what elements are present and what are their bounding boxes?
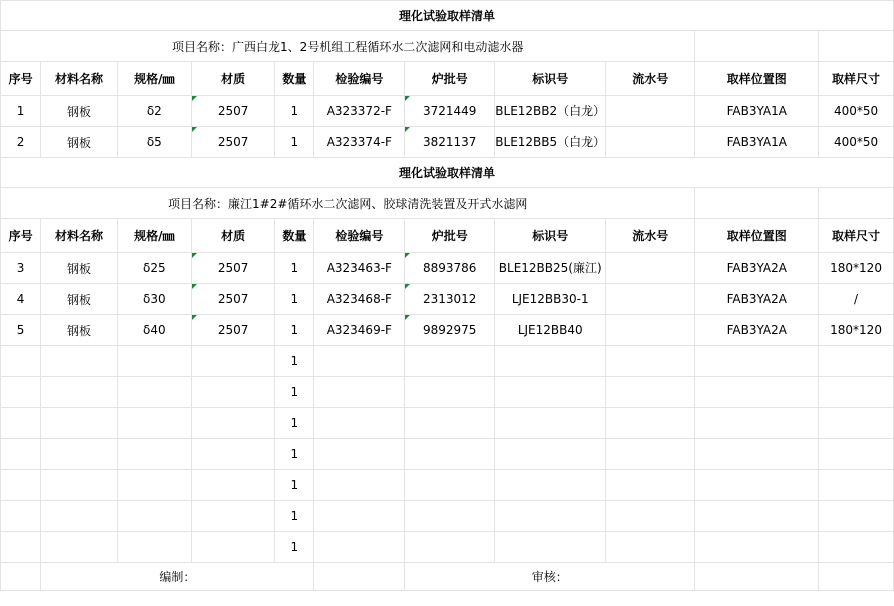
cell-inspection-no[interactable]: A323468-F [314,284,405,315]
cell-spec[interactable] [117,346,191,377]
col-header-material-name[interactable]: 材料名称 [41,219,118,253]
cell-spec[interactable] [117,501,191,532]
cell-heat-no[interactable] [405,501,495,532]
cell-size[interactable]: 400*50 [819,127,894,158]
cell-material-name[interactable] [41,439,118,470]
cell-location[interactable] [695,470,819,501]
cell-material-name[interactable] [41,501,118,532]
table-row [1,315,894,346]
cell-no[interactable]: 4 [1,284,41,315]
empty-cell[interactable] [314,563,405,591]
cell-material[interactable]: 2507 [191,284,274,315]
cell-no[interactable] [1,470,41,501]
cell-mark[interactable] [495,532,606,563]
cell-size[interactable] [819,439,894,470]
cell-serial[interactable] [606,315,695,346]
cell-serial[interactable] [606,127,695,158]
cell-material-name[interactable]: 钢板 [41,253,118,284]
cell-mark[interactable]: LJE12BB40 [495,315,606,346]
cell-mark[interactable]: LJE12BB30-1 [495,284,606,315]
cell-spec[interactable] [117,408,191,439]
cell-mark[interactable] [495,408,606,439]
table-row [1,470,894,501]
cell-material[interactable] [191,346,274,377]
col-header-material-name[interactable]: 材料名称 [41,62,118,96]
cell-no[interactable]: 5 [1,315,41,346]
cell-spec[interactable]: δ30 [117,284,191,315]
cell-material[interactable] [191,377,274,408]
col-header-no[interactable]: 序号 [1,219,41,253]
cell-mark[interactable] [495,346,606,377]
empty-cell[interactable] [1,563,41,591]
empty-cell[interactable] [819,188,894,219]
col-header-heat-no[interactable]: 炉批号 [405,219,495,253]
cell-no[interactable] [1,439,41,470]
col-header-size[interactable]: 取样尺寸 [819,62,894,96]
cell-mark[interactable]: BLE12BB5（白龙） [495,127,606,158]
cell-material[interactable]: 2507 [191,96,274,127]
cell-location[interactable] [695,377,819,408]
cell-serial[interactable] [606,346,695,377]
empty-cell[interactable] [695,188,819,219]
cell-location[interactable]: FAB3YA2A [695,315,819,346]
cell-serial[interactable] [606,532,695,563]
table-row [1,346,894,377]
cell-inspection-no[interactable] [314,439,405,470]
project-name[interactable]: 项目名称：廉江1#2#循环水二次滤网、胶球清洗装置及开式水滤网 [1,188,695,219]
header-row [1,62,894,96]
cell-material-name[interactable]: 钢板 [41,284,118,315]
cell-material[interactable] [191,470,274,501]
cell-inspection-no[interactable] [314,408,405,439]
cell-heat-no[interactable] [405,408,495,439]
cell-no[interactable] [1,532,41,563]
cell-serial[interactable] [606,501,695,532]
col-header-spec[interactable]: 规格/㎜ [117,62,191,96]
col-header-material[interactable]: 材质 [191,219,274,253]
table-row [1,408,894,439]
cell-spec[interactable] [117,532,191,563]
cell-spec[interactable]: δ40 [117,315,191,346]
cell-serial[interactable] [606,96,695,127]
cell-heat-no[interactable] [405,439,495,470]
cell-heat-no[interactable]: 3721449 [405,96,495,127]
table-row [1,532,894,563]
sheet-title-2: 理化试验取样清单 [1,158,894,188]
cell-inspection-no[interactable] [314,346,405,377]
cell-material[interactable]: 2507 [191,315,274,346]
table-row [1,377,894,408]
cell-inspection-no[interactable]: A323374-F [314,127,405,158]
cell-material[interactable] [191,439,274,470]
cell-location[interactable] [695,346,819,377]
cell-inspection-no[interactable] [314,377,405,408]
table-row [1,439,894,470]
col-header-spec[interactable]: 规格/㎜ [117,219,191,253]
cell-location[interactable]: FAB3YA2A [695,253,819,284]
header-row [1,219,894,253]
cell-heat-no[interactable]: 9892975 [405,315,495,346]
project-name[interactable]: 项目名称：广西白龙1、2号机组工程循环水二次滤网和电动滤水器 [1,31,695,62]
cell-mark[interactable] [495,377,606,408]
empty-cell[interactable] [695,31,819,62]
prepared-by-label[interactable]: 编制： [41,563,314,591]
cell-location[interactable]: FAB3YA1A [695,96,819,127]
cell-spec[interactable] [117,470,191,501]
cell-mark[interactable] [495,470,606,501]
table-row [1,284,894,315]
cell-size[interactable]: 180*120 [819,315,894,346]
cell-size[interactable] [819,501,894,532]
cell-serial[interactable] [606,377,695,408]
cell-material[interactable]: 2507 [191,253,274,284]
cell-heat-no[interactable] [405,346,495,377]
cell-qty[interactable]: 1 [275,532,314,563]
cell-no[interactable] [1,346,41,377]
col-header-material[interactable]: 材质 [191,62,274,96]
cell-heat-no[interactable]: 8893786 [405,253,495,284]
table-row [1,253,894,284]
cell-spec[interactable] [117,439,191,470]
cell-size[interactable]: 180*120 [819,253,894,284]
col-header-inspection-no[interactable]: 检验编号 [314,219,405,253]
cell-no[interactable]: 1 [1,96,41,127]
cell-heat-no[interactable]: 3821137 [405,127,495,158]
cell-inspection-no[interactable] [314,470,405,501]
cell-size[interactable] [819,470,894,501]
col-header-no[interactable]: 序号 [1,62,41,96]
cell-inspection-no[interactable] [314,501,405,532]
cell-serial[interactable] [606,284,695,315]
cell-inspection-no[interactable] [314,532,405,563]
cell-serial[interactable] [606,253,695,284]
cell-size[interactable]: 400*50 [819,96,894,127]
empty-cell[interactable] [695,563,819,591]
cell-qty[interactable]: 1 [275,253,314,284]
cell-no[interactable] [1,501,41,532]
cell-spec[interactable] [117,377,191,408]
cell-material-name[interactable] [41,377,118,408]
empty-cell[interactable] [819,563,894,591]
col-header-inspection-no[interactable]: 检验编号 [314,62,405,96]
cell-qty[interactable]: 1 [275,127,314,158]
cell-inspection-no[interactable]: A323469-F [314,315,405,346]
cell-material-name[interactable]: 钢板 [41,127,118,158]
cell-mark[interactable]: BLE12BB25(廉江) [495,253,606,284]
cell-material-name[interactable] [41,470,118,501]
cell-qty[interactable]: 1 [275,346,314,377]
cell-material-name[interactable]: 钢板 [41,96,118,127]
col-header-mark[interactable]: 标识号 [495,62,606,96]
table-row [1,501,894,532]
cell-material-name[interactable] [41,532,118,563]
cell-qty[interactable]: 1 [275,408,314,439]
cell-size[interactable] [819,532,894,563]
cell-material[interactable] [191,501,274,532]
col-header-heat-no[interactable]: 炉批号 [405,62,495,96]
cell-location[interactable]: FAB3YA2A [695,284,819,315]
cell-spec[interactable]: δ5 [117,127,191,158]
cell-location[interactable] [695,408,819,439]
cell-size[interactable] [819,377,894,408]
cell-no[interactable] [1,377,41,408]
cell-material-name[interactable] [41,408,118,439]
cell-qty[interactable]: 1 [275,377,314,408]
cell-mark[interactable]: BLE12BB2（白龙） [495,96,606,127]
col-header-serial[interactable]: 流水号 [606,62,695,96]
cell-qty[interactable]: 1 [275,470,314,501]
footer-row [1,563,894,591]
cell-inspection-no[interactable]: A323463-F [314,253,405,284]
cell-size[interactable] [819,346,894,377]
cell-qty[interactable]: 1 [275,501,314,532]
cell-material[interactable] [191,408,274,439]
table-row [1,96,894,127]
cell-size[interactable]: / [819,284,894,315]
cell-no[interactable] [1,408,41,439]
col-header-qty[interactable]: 数量 [275,219,314,253]
cell-qty[interactable]: 1 [275,96,314,127]
col-header-serial[interactable]: 流水号 [606,219,695,253]
cell-qty[interactable]: 1 [275,284,314,315]
cell-material-name[interactable] [41,346,118,377]
cell-heat-no[interactable]: 2313012 [405,284,495,315]
cell-material-name[interactable]: 钢板 [41,315,118,346]
col-header-location[interactable]: 取样位置图 [695,62,819,96]
col-header-mark[interactable]: 标识号 [495,219,606,253]
cell-location[interactable] [695,501,819,532]
cell-material[interactable]: 2507 [191,127,274,158]
cell-qty[interactable]: 1 [275,439,314,470]
cell-no[interactable]: 3 [1,253,41,284]
cell-serial[interactable] [606,470,695,501]
cell-heat-no[interactable] [405,470,495,501]
cell-heat-no[interactable] [405,532,495,563]
cell-location[interactable] [695,532,819,563]
sheet-title: 理化试验取样清单 [1,1,894,31]
cell-material[interactable] [191,532,274,563]
cell-inspection-no[interactable]: A323372-F [314,96,405,127]
cell-no[interactable]: 2 [1,127,41,158]
cell-location[interactable]: FAB3YA1A [695,127,819,158]
cell-serial[interactable] [606,439,695,470]
col-header-size[interactable]: 取样尺寸 [819,219,894,253]
cell-mark[interactable] [495,439,606,470]
cell-heat-no[interactable] [405,377,495,408]
cell-location[interactable] [695,439,819,470]
cell-size[interactable] [819,408,894,439]
col-header-qty[interactable]: 数量 [275,62,314,96]
cell-mark[interactable] [495,501,606,532]
cell-serial[interactable] [606,408,695,439]
reviewed-by-label[interactable]: 审核： [405,563,695,591]
cell-qty[interactable]: 1 [275,315,314,346]
empty-cell[interactable] [819,31,894,62]
table-row [1,127,894,158]
cell-spec[interactable]: δ2 [117,96,191,127]
col-header-location[interactable]: 取样位置图 [695,219,819,253]
cell-spec[interactable]: δ25 [117,253,191,284]
